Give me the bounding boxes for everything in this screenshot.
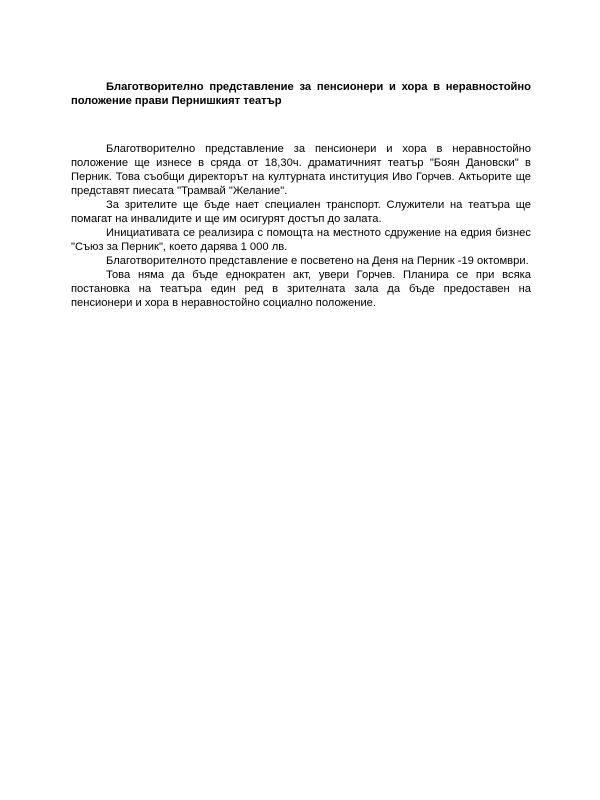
- article-paragraph-3: Инициативата се реализира с помощта на местното сдружение на едрия бизнес "Съюз за Перник", което дарява 1 000 лв.: [71, 227, 531, 253]
- article-body: [71, 142, 531, 310]
- article-paragraph-4: Благотворителното представление е посветено на Деня на Перник -19 октомври.: [106, 255, 529, 267]
- article-title: Благотворително представление за пенсионери и хора в неравностойно положение прави Пернишкият театър: [71, 81, 531, 107]
- article-paragraph-1: Благотворително представление за пенсионери и хора в неравностойно положение ще изнесе в сряда от 18,30ч. драматичният театър "Боян Дановски" в Перник. Това съобщи директорът на културната институция Иво Горчев. Актьорите ще представят пиесата "Трамвай "Желание".: [71, 143, 531, 197]
- article-paragraph-5: Това няма да бъде еднократен акт, увери Горчев. Планира се при всяка постановка на театъра един ред в зрителната зала да бъде предоставен на пенсионери и хора в неравностойно социално положение.: [71, 269, 531, 309]
- article-paragraph-2: За зрителите ще бъде нает специален транспорт. Служители на театъра ще помагат на инвалидите и ще им осигурят достъп до залата.: [71, 199, 531, 225]
